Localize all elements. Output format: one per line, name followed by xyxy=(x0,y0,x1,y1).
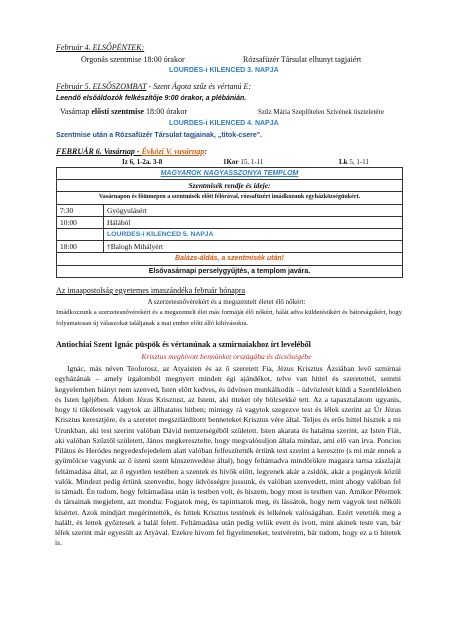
feb5-vigil-time: 18:00 órakor xyxy=(143,107,188,116)
feb4-mass: Orgonás szentmise 18:00 órakor xyxy=(81,55,185,64)
prayer-intention-subtitle: A szerzetesnővérekért és a megszentelt életet élő nőkért: xyxy=(147,298,306,306)
mass-time xyxy=(57,228,104,240)
mass-schedule-table xyxy=(56,167,403,278)
mass-time: 18:00 xyxy=(57,241,104,253)
reading2-book: 1Kor xyxy=(223,158,239,166)
feb6-heading-highlight: Évközi V. vasárnap xyxy=(141,147,205,156)
mass-intention: †Balogh Mihályért xyxy=(104,241,403,253)
mass-intention: Hálából xyxy=(104,216,403,228)
schedule-title: Szentmisék rendje és ideje: xyxy=(57,180,403,192)
mass-intention: LOURDES-i KILENCED 5. NAPJA xyxy=(104,228,403,240)
feb5-heading-rest: - Szent Ágota szűz és vértanú E: xyxy=(146,82,252,91)
feb4-novena: LOURDES-i KILENCED 3. NAPJA xyxy=(169,67,279,74)
feb5-reader: Leendő elsőáldozók felkészítője 9:00 órakor, a plébánián. xyxy=(56,95,247,102)
feb6-reading-1 xyxy=(122,158,162,166)
feb5-vigil-bold: elősti szentmise xyxy=(91,107,144,116)
letter-title: Antiochiai Szent Ignác püspök és vértanúnak a szmirnaiakhoz írt leveléből xyxy=(56,340,311,349)
feb6-heading-prefix: FEBRUÁR 6. Vasárnap - xyxy=(56,147,142,156)
feb6-heading-suffix: : xyxy=(204,147,208,156)
feb5-after-mass: Szentmise után a Rózsafüzér Társulat tagjainak, „titok-csere". xyxy=(56,132,262,139)
feb5-novena: LOURDES-i KILENCED 4. NAPJA xyxy=(169,120,279,127)
table-row xyxy=(57,241,403,253)
collection-note: Elsővasárnapi perselygyűjtés, a templom javára. xyxy=(57,265,403,277)
reading1-ref: Iz 6, 1-2a. 3-8 xyxy=(122,158,163,166)
mass-time: 10:00 xyxy=(57,216,104,228)
letter-subtitle: Krisztus meghívott bennünket országába és dicsőségébe xyxy=(141,352,312,361)
feb5-vigil-intention: Szűz Mária Szeplőtelen Szívének tiszteletére xyxy=(258,108,384,116)
feb5-heading-prefix: Február 5. ELSŐSZOMBAT xyxy=(56,82,147,91)
prayer-intention-body: Imádkozzunk a szerzetesnővérekért és a megszentelt élet más formáját élő nőkért, hálát adva küldetésükért és bátorságukért, hogy folyamatosan új válaszokat találjanak a mai ember előtt álló kihívásokra. xyxy=(56,309,402,327)
mass-intention: Gyógyulásért xyxy=(104,204,403,216)
blessing-note: Balázs-áldás, a szentmisék után! xyxy=(57,253,403,265)
feb4-society: Rózsafüzér Társulat elhunyt tagjaiért xyxy=(243,55,362,64)
reading2-ref: 15, 1-11 xyxy=(238,158,264,166)
feb6-heading xyxy=(56,147,207,156)
rosary-note: Vasárnapon és főünnepen a szentmisék előtt félórával, rózsafüzért imádkozunk egyházközségünkért. xyxy=(57,192,403,204)
feb6-reading-3 xyxy=(339,158,369,166)
table-row xyxy=(57,228,403,240)
mass-time: 7:30 xyxy=(57,204,104,216)
reading3-ref: 5, 1-11 xyxy=(347,158,369,166)
feb5-vigil-prefix: Vasárnap xyxy=(60,107,92,116)
reading3-book: Lk xyxy=(339,158,348,166)
prayer-intention-title: Az imaapostolság egyetemes imaszándéka február hónapra xyxy=(56,286,246,295)
church-name: MAGYAROK NAGYASSZONYA TEMPLOM xyxy=(57,168,403,180)
feb6-reading-2 xyxy=(223,158,263,166)
feb5-vigil xyxy=(60,107,187,116)
feb4-heading: Február 4. ELSŐPÉNTEK: xyxy=(56,43,145,52)
table-row xyxy=(57,216,403,228)
feb5-heading xyxy=(56,82,251,91)
letter-body: Ignác, más néven Teoforosz, az Atyaisten és az ő szeretett Fia, Jézus Krisztus Ázsiában levő szmirnai egyházának – amely irgalomból megnyert minden égi ajándékot, telve van hittel és szeretettel, semmi kegyelemben hiányt nem szenved, Isten előtt kedves, és üdvösen munkálkodik – üdvözletét küldi a Szentlélekben és Isten Igéjében. Áldom Jézus Krisztust, az Istent, aki titeket oly bölcsekké tett. Az a tapasztalatom ugyanis, hogy ti tökéletesek vagytok az állhatatos hitben; mintegy rá vagytok szegezve test és lélek szerint az Úr Jézus Krisztus keresztjére, és a szeretet megszilárdítottt benneteket Krisztus vére által. Teljes és erős hittel hisztek a mi Urunkban, aki test szerint valóban Dávid nemzetségéből született. Isten akarata és hatalma szerint, az Isten Fiát, aki valóban Szűztől született, János megkeresztelte, hogy megvalósuljon általa mindaz, ami elő van írva. Poncius Pilátus és Heródes negyedesfejedelem alatt valóban felfeszítették értünk test szerint a keresztre (s mi már ennek a gyümölcse vagyunk az ő isteni szent kínszenvedése által), hogy feltámadva mindörökre magasra tartsa zászlaját feltámadása által, az ő egyetlen testében a szentek és hívők előtt, legyenek akár a zsidók, akár a pogányok közül valók. Mindezt pedig értünk szenvedte, hogy üdvösségre jussunk, és valóban szenvedett, mint ahogy valóban fel is támadt. Én tudom, hogy feltámadása után is testben volt, és hiszem, hogy most is testben van. Amikor Péternek és társainak megjelent, azt mondta: Fogjatok meg, és tapintsatok meg, és lássátok, hogy nem vagyok test nélküli kísértet. Azok mindjárt megérintették, és hittek Krisztus testének és lelkének valóságában. Ezért vetették meg a halált, és lettek győztesek a halál felett. Feltámadása után pedig velük evett és ivott, mint akinek teste van, bár lélek szerint már egyesült az Atyával. Ezekre hívom fel figyelmeteket, testvéreim, bár tudom, hogy ez a ti hitetek is. xyxy=(55,364,401,548)
table-row xyxy=(57,204,403,216)
